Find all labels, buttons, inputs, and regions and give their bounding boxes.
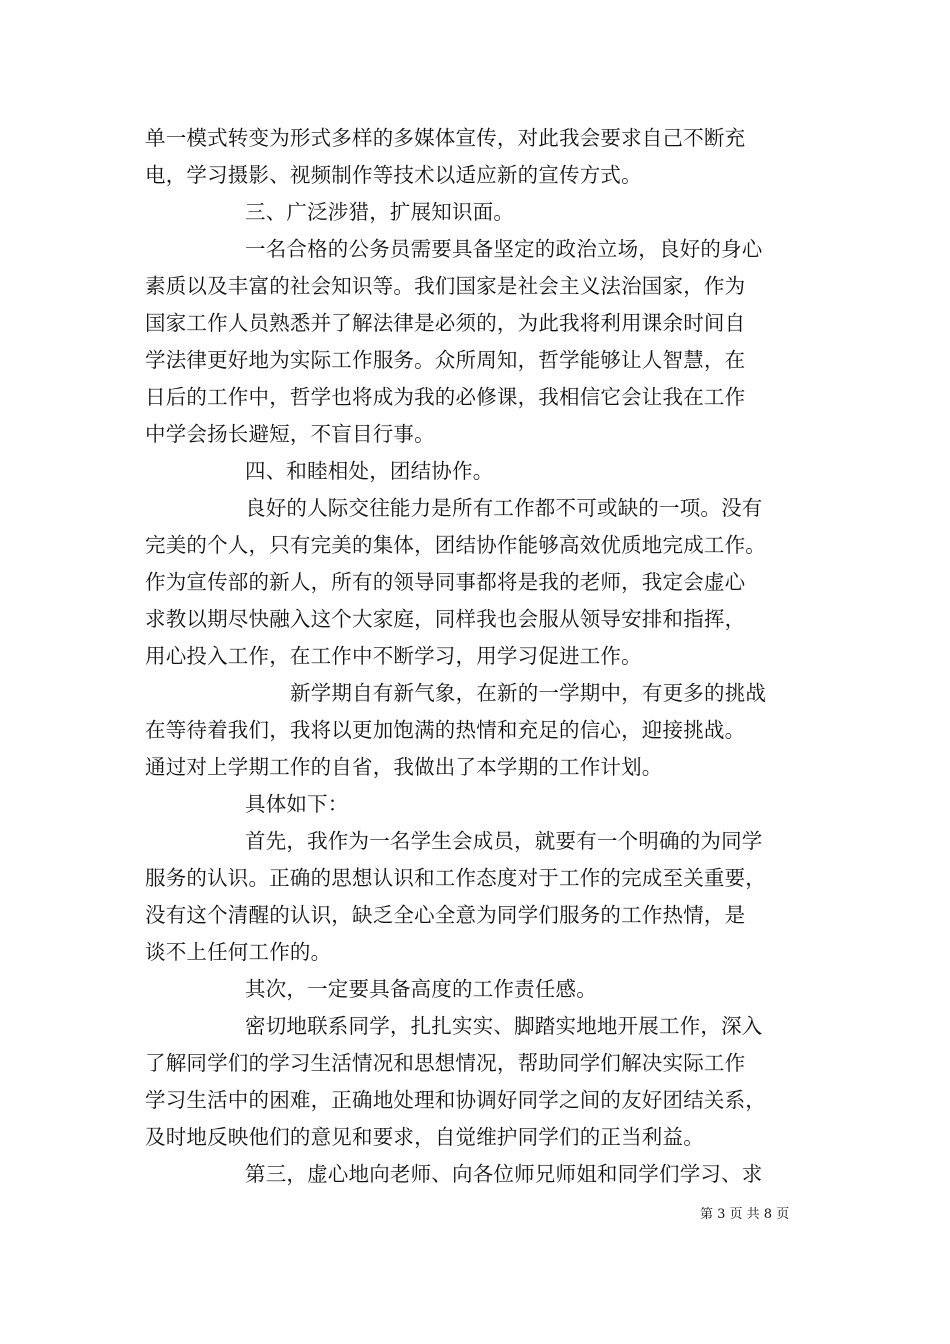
text-line: 密切地联系同学，扎扎实实、脚踏实地地开展工作，深入	[245, 1014, 763, 1038]
text-line: 通过对上学期工作的自省，我做出了本学期的工作计划。	[145, 755, 663, 779]
text-line: 具体如下：	[245, 792, 349, 816]
text-line: 求教以期尽快融入这个大家庭，同样我也会服从领导安排和指挥，	[145, 607, 746, 631]
text-line: 良好的人际交往能力是所有工作都不可或缺的一项。没有	[245, 496, 763, 520]
text-line: 及时地反映他们的意见和要求，自觉维护同学们的正当利益。	[145, 1125, 704, 1149]
text-line: 没有这个清醒的认识，缺乏全心全意为同学们服务的工作热情，是	[145, 903, 746, 927]
text-line: 作为宣传部的新人，所有的领导同事都将是我的老师，我定会虚心	[145, 570, 746, 594]
section-heading: 三、广泛涉猎，扩展知识面。	[245, 200, 515, 224]
text-line: 首先，我作为一名学生会成员，就要有一个明确的为同学	[245, 829, 763, 853]
text-line: 日后的工作中，哲学也将成为我的必修课，我相信它会让我在工作	[145, 385, 746, 409]
text-line: 完美的个人，只有完美的集体，团结协作能够高效优质地完成工作。	[145, 533, 766, 557]
text-line: 单一模式转变为形式多样的多媒体宣传，对此我会要求自己不断充	[145, 126, 746, 150]
text-line: 电，学习摄影、视频制作等技术以适应新的宣传方式。	[145, 163, 642, 187]
text-line: 新学期自有新气象，在新的一学期中，有更多的挑战	[290, 681, 767, 705]
text-line: 国家工作人员熟悉并了解法律是必须的，为此我将利用课余时间自	[145, 311, 746, 335]
text-line: 用心投入工作，在工作中不断学习，用学习促进工作。	[145, 644, 642, 668]
text-line: 学习生活中的困难，正确地处理和协调好同学之间的友好团结关系，	[145, 1088, 766, 1112]
text-line: 其次，一定要具备高度的工作责任感。	[245, 977, 597, 1001]
text-line: 第三，虚心地向老师、向各位师兄师姐和同学们学习、求	[245, 1162, 763, 1186]
text-line: 学法律更好地为实际工作服务。众所周知，哲学能够让人智慧，在	[145, 348, 746, 372]
text-line: 素质以及丰富的社会知识等。我们国家是社会主义法治国家，作为	[145, 274, 746, 298]
text-line: 服务的认识。正确的思想认识和工作态度对于工作的完成至关重要，	[145, 866, 766, 890]
text-line: 中学会扬长避短，不盲目行事。	[145, 422, 435, 446]
text-line: 谈不上任何工作的。	[145, 940, 332, 964]
section-heading: 四、和睦相处，团结协作。	[245, 459, 494, 483]
page-number: 第 3 页 共 8 页	[700, 1207, 790, 1222]
text-line: 一名合格的公务员需要具备坚定的政治立场，良好的身心	[245, 237, 763, 261]
text-line: 在等待着我们，我将以更加饱满的热情和充足的信心，迎接挑战。	[145, 718, 746, 742]
text-line: 了解同学们的学习生活情况和思想情况，帮助同学们解决实际工作	[145, 1051, 746, 1075]
